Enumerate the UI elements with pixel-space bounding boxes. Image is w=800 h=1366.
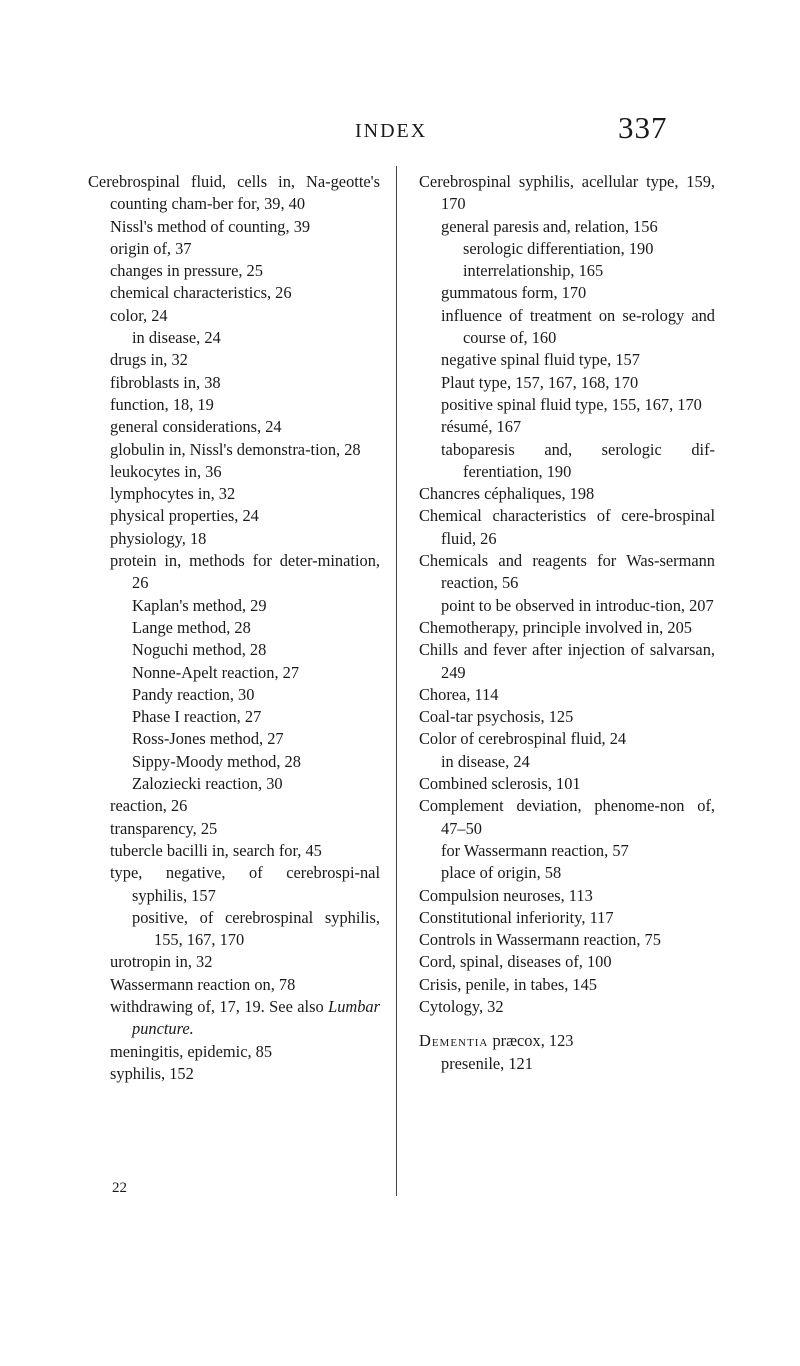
index-entry: tubercle bacilli in, search for, 45 bbox=[110, 840, 322, 860]
index-entry: Phase I reaction, 27 bbox=[132, 707, 262, 727]
index-entry: Cord, spinal, diseases of, 100 bbox=[419, 952, 612, 972]
index-entry: Cytology, 32 bbox=[419, 996, 504, 1016]
index-entry: Chorea, 114 bbox=[419, 684, 499, 704]
index-entry: Compulsion neuroses, 113 bbox=[419, 885, 593, 905]
index-entry: Complement deviation, phenome-non of, 47–50 bbox=[419, 796, 715, 838]
index-entry: Dementia præcox, 123 bbox=[419, 1031, 574, 1051]
index-entry: Pandy reaction, 30 bbox=[132, 684, 255, 704]
index-entry: general paresis and, relation, 156 bbox=[441, 216, 658, 236]
index-entry: Wassermann reaction on, 78 bbox=[110, 974, 296, 994]
index-entry: meningitis, epidemic, 85 bbox=[110, 1041, 273, 1061]
index-entry: résumé, 167 bbox=[441, 417, 522, 437]
index-entry: Coal-tar psychosis, 125 bbox=[419, 707, 574, 727]
index-entry: Nonne-Apelt reaction, 27 bbox=[132, 662, 300, 682]
index-entry: serologic differentiation, 190 bbox=[463, 238, 654, 258]
entry-heading: Dementia bbox=[419, 1031, 489, 1051]
index-entry: function, 18, 19 bbox=[110, 394, 214, 414]
index-entry: lymphocytes in, 32 bbox=[110, 484, 236, 504]
index-entry: Color of cerebrospinal fluid, 24 bbox=[419, 729, 627, 749]
page-header bbox=[0, 100, 800, 150]
index-column-right bbox=[419, 171, 715, 1075]
column-divider bbox=[396, 166, 397, 1196]
index-entry: general considerations, 24 bbox=[110, 417, 282, 437]
index-entry: fibroblasts in, 38 bbox=[110, 372, 221, 392]
index-entry: leukocytes in, 36 bbox=[110, 461, 222, 481]
index-entry: Combined sclerosis, 101 bbox=[419, 774, 581, 794]
page-title: INDEX bbox=[355, 120, 428, 142]
index-column-left bbox=[88, 171, 380, 1085]
index-entry: presenile, 121 bbox=[441, 1053, 533, 1073]
index-entry: influence of treatment on se-rology and course of, 160 bbox=[441, 305, 715, 348]
index-entry: point to be observed in introduc-tion, 207 bbox=[441, 595, 714, 615]
index-entry: syphilis, 152 bbox=[110, 1063, 194, 1083]
index-entry: Lange method, 28 bbox=[132, 617, 251, 637]
index-entry: Cerebrospinal syphilis, acellular type, 159, 170 bbox=[419, 172, 715, 214]
index-entry: Controls in Wassermann reaction, 75 bbox=[419, 930, 661, 950]
index-entry: Noguchi method, 28 bbox=[132, 640, 267, 660]
index-entry: color, 24 bbox=[110, 305, 168, 325]
index-entry: Chemical characteristics of cere-brospinal fluid, 26 bbox=[419, 506, 715, 548]
index-entry: for Wassermann reaction, 57 bbox=[441, 840, 629, 860]
index-entry: Chills and fever after injection of salvarsan, 249 bbox=[419, 640, 715, 682]
index-entry: Crisis, penile, in tabes, 145 bbox=[419, 974, 598, 994]
index-entry: interrelationship, 165 bbox=[463, 261, 604, 281]
index-entry: Plaut type, 157, 167, 168, 170 bbox=[441, 372, 639, 392]
index-entry: reaction, 26 bbox=[110, 796, 188, 816]
signature-mark: 22 bbox=[112, 1180, 127, 1196]
index-entry: negative spinal fluid type, 157 bbox=[441, 350, 640, 370]
index-entry: physiology, 18 bbox=[110, 528, 207, 548]
index-entry: gummatous form, 170 bbox=[441, 283, 587, 303]
index-entry: Ross-Jones method, 27 bbox=[132, 729, 284, 749]
index-entry: positive spinal fluid type, 155, 167, 170 bbox=[441, 394, 702, 414]
index-entry: taboparesis and, serologic dif-ferentiation, 190 bbox=[441, 439, 715, 481]
index-entry: Zaloziecki reaction, 30 bbox=[132, 774, 283, 794]
entry-gap bbox=[419, 1018, 715, 1030]
index-entry: protein in, methods for deter-mination, 26 bbox=[110, 551, 380, 593]
index-entry: type, negative, of cerebrospi-nal syphilis, 157 bbox=[110, 863, 380, 905]
index-entry: origin of, 37 bbox=[110, 238, 192, 258]
index-entry: Constitutional inferiority, 117 bbox=[419, 907, 614, 927]
index-entry: Chemotherapy, principle involved in, 205 bbox=[419, 617, 692, 637]
index-entry: transparency, 25 bbox=[110, 818, 218, 838]
see-also-reference: Lumbar puncture. bbox=[132, 996, 380, 1039]
page-number: 337 bbox=[618, 110, 668, 145]
index-entry: Kaplan's method, 29 bbox=[132, 595, 267, 615]
index-entry: globulin in, Nissl's demonstra-tion, 28 bbox=[110, 439, 361, 459]
index-entry: drugs in, 32 bbox=[110, 350, 188, 370]
index-entry: chemical characteristics, 26 bbox=[110, 283, 292, 303]
index-entry: Sippy-Moody method, 28 bbox=[132, 751, 301, 771]
index-entry: changes in pressure, 25 bbox=[110, 261, 263, 281]
index-entry: Chancres céphaliques, 198 bbox=[419, 484, 595, 504]
index-entry: withdrawing of, 17, 19. See also Lumbar puncture. bbox=[110, 996, 380, 1039]
index-entry: in disease, 24 bbox=[132, 328, 221, 348]
index-entry: Cerebrospinal fluid, cells in, Na-geotte's counting cham-ber for, 39, 40 bbox=[88, 172, 380, 214]
index-entry: place of origin, 58 bbox=[441, 863, 562, 883]
index-entry: urotropin in, 32 bbox=[110, 952, 213, 972]
index-entry: in disease, 24 bbox=[441, 751, 530, 771]
index-entry: Nissl's method of counting, 39 bbox=[110, 216, 311, 236]
index-entry: positive, of cerebrospinal syphilis, 155, 167, 170 bbox=[132, 907, 380, 950]
index-entry: physical properties, 24 bbox=[110, 506, 259, 526]
index-entry: Chemicals and reagents for Was-sermann reaction, 56 bbox=[419, 551, 715, 593]
